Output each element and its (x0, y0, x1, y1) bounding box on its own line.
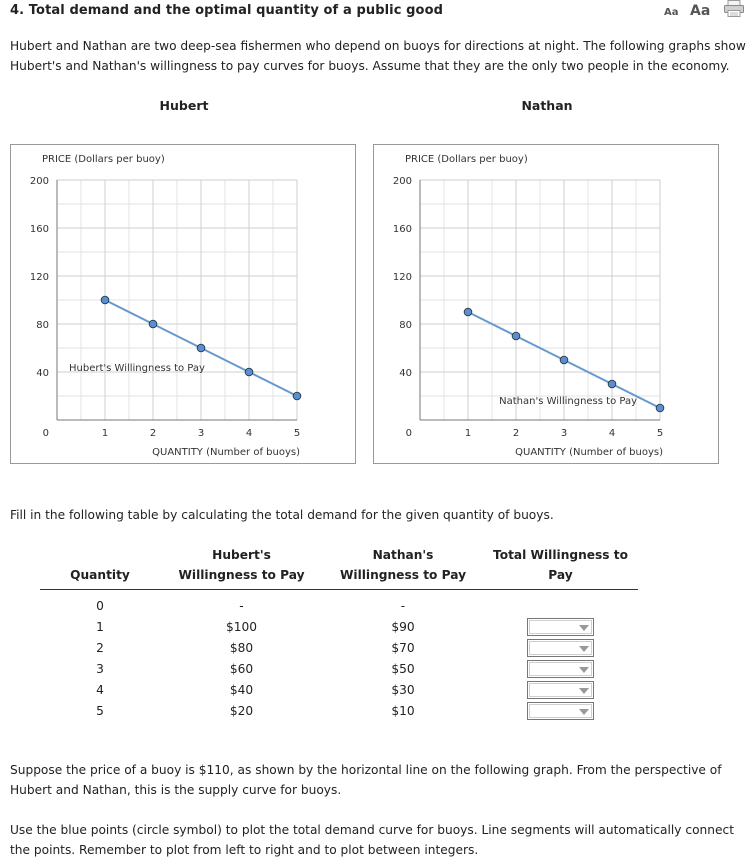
x-tick-label: 1 (101, 428, 109, 439)
nathan-cell: - (400, 598, 406, 613)
y-tick-label: 40 (399, 368, 412, 379)
quantity-cell: 1 (96, 619, 104, 634)
y-tick-label: 0 (405, 428, 412, 439)
chevron-down-icon (579, 667, 589, 673)
curve-label: Hubert's Willingness to Pay (69, 363, 205, 374)
data-point (512, 332, 520, 340)
hubert-cell: $100 (225, 619, 258, 634)
x-tick-label: 4 (608, 428, 616, 439)
y-tick-label: 80 (399, 320, 412, 331)
data-point (293, 392, 301, 400)
hubert-cell: $40 (229, 682, 254, 697)
quantity-cell: 5 (96, 703, 104, 718)
y-tick-label: 160 (392, 224, 412, 235)
x-tick-label: 3 (197, 428, 205, 439)
y-tick-label: 40 (36, 368, 49, 379)
x-axis-label: QUANTITY (Number of buoys) (152, 447, 300, 458)
intro-line-1: Hubert and Nathan are two deep-sea fishermen who depend on buoys for directions at night. The following graphs show (10, 39, 746, 53)
data-point (608, 380, 616, 388)
nathan-cell: $90 (391, 619, 415, 634)
table-instruction: Fill in the following table by calculating the total demand for the given quantity of buoys. (10, 508, 554, 522)
total-wtp-dropdown-1[interactable] (527, 618, 594, 636)
plot-instruction-line-2: the points. Remember to plot from left to right and to plot between integers. (10, 843, 479, 857)
quantity-cell: 0 (96, 598, 104, 613)
nathan-cell: $10 (391, 703, 415, 718)
total-wtp-dropdown-5[interactable] (527, 702, 594, 720)
y-tick-label: 120 (29, 272, 49, 283)
intro-paragraph (10, 36, 746, 76)
table-header-row (40, 545, 638, 590)
chevron-down-icon (579, 688, 589, 694)
quantity-cell: 2 (96, 640, 104, 655)
nathan-chart (373, 144, 719, 464)
total-wtp-dropdown-3[interactable] (527, 660, 594, 678)
hubert-chart-svg (11, 145, 355, 463)
table-row (40, 680, 638, 701)
table-row (40, 701, 638, 722)
x-tick-label: 5 (656, 428, 664, 439)
plot-instruction-line-1: Use the blue points (circle symbol) to plot the total demand curve for buoys. Line segments will automatically connect (10, 823, 734, 837)
curve-label: Nathan's Willingness to Pay (499, 396, 637, 407)
y-axis-label: PRICE (Dollars per buoy) (42, 154, 165, 165)
table-row (40, 596, 638, 617)
table-row (40, 638, 638, 659)
header-quantity: Quantity (70, 568, 130, 582)
nathan-chart-title: Nathan (521, 98, 573, 113)
hubert-cell: $20 (229, 703, 254, 718)
data-point (245, 368, 253, 376)
data-point (149, 320, 157, 328)
total-wtp-dropdown-4[interactable] (527, 681, 594, 699)
x-tick-label: 5 (293, 428, 301, 439)
nathan-chart-svg (374, 145, 718, 463)
data-point (464, 308, 472, 316)
header-hubert: Hubert's Willingness to Pay (178, 548, 305, 582)
question-title: 4. Total demand and the optimal quantity of a public good (10, 3, 444, 18)
nathan-cell: $50 (391, 661, 415, 676)
x-axis-label: QUANTITY (Number of buoys) (515, 447, 663, 458)
hubert-cell: - (239, 598, 244, 613)
x-tick-label: 1 (464, 428, 472, 439)
data-point (101, 296, 109, 304)
supply-line-1: Suppose the price of a buoy is $110, as shown by the horizontal line on the following graph. From the perspective of (10, 763, 722, 777)
table-row (40, 659, 638, 680)
y-tick-label: 200 (392, 176, 412, 187)
y-tick-label: 200 (29, 176, 49, 187)
hubert-cell: $60 (229, 661, 254, 676)
supply-paragraph (10, 760, 722, 800)
font-size-small-button[interactable]: Aa (664, 7, 679, 18)
nathan-cell: $70 (391, 640, 415, 655)
data-point (656, 404, 664, 412)
x-tick-label: 4 (245, 428, 253, 439)
y-tick-label: 0 (42, 428, 49, 439)
hubert-chart (10, 144, 356, 464)
x-tick-label: 3 (560, 428, 568, 439)
y-tick-label: 80 (36, 320, 49, 331)
y-axis-label: PRICE (Dollars per buoy) (405, 154, 528, 165)
supply-line-2: Hubert and Nathan, this is the supply curve for buoys. (10, 783, 342, 797)
data-point (197, 344, 205, 352)
y-tick-label: 160 (29, 224, 49, 235)
chevron-down-icon (579, 625, 589, 631)
x-tick-label: 2 (149, 428, 157, 439)
header-total: Total Willingness to Pay (493, 548, 628, 582)
data-point (560, 356, 568, 364)
total-wtp-dropdown-2[interactable] (527, 639, 594, 657)
x-tick-label: 2 (512, 428, 520, 439)
y-tick-label: 120 (392, 272, 412, 283)
chevron-down-icon (579, 646, 589, 652)
willingness-table (40, 545, 638, 722)
plot-instruction-paragraph (10, 820, 734, 860)
chevron-down-icon (579, 709, 589, 715)
header-nathan: Nathan's Willingness to Pay (339, 548, 467, 582)
hubert-chart-title: Hubert (159, 98, 209, 113)
font-size-large-button[interactable]: Aa (690, 3, 711, 19)
total-cell-empty (483, 596, 638, 617)
hubert-cell: $80 (229, 640, 254, 655)
quantity-cell: 4 (96, 682, 104, 697)
nathan-cell: $30 (391, 682, 415, 697)
table-row (40, 617, 638, 638)
print-icon[interactable] (723, 0, 745, 17)
intro-line-2: Hubert's and Nathan's willingness to pay curves for buoys. Assume that they are the only two people in the economy. (10, 59, 730, 73)
quantity-cell: 3 (96, 661, 104, 676)
